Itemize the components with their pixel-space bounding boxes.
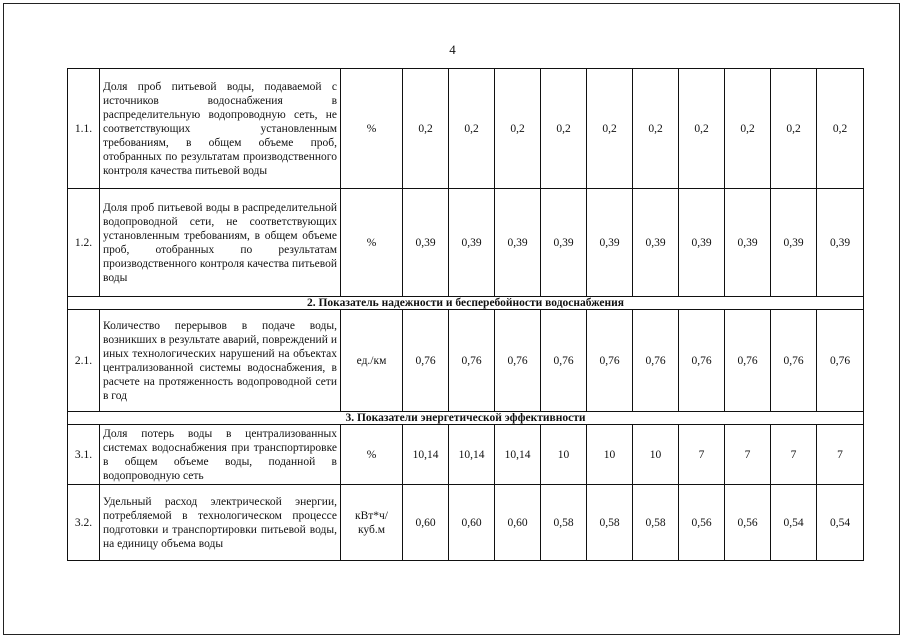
table-body [68, 69, 864, 561]
value-cell: 0,76 [817, 310, 864, 412]
table-row [68, 485, 864, 561]
value-cell: 0,39 [771, 189, 817, 297]
value-cell: 0,54 [771, 485, 817, 561]
indicator-name: Доля проб питьевой воды, подаваемой с источников водоснабжения в распределительную водопроводную сеть, не соответствующих установленным требованиям, в общем объеме проб, отобранных по результатам производственного контроля качества питьевой воды [100, 69, 341, 189]
value-cell: 0,76 [679, 310, 725, 412]
value-cell: 0,54 [817, 485, 864, 561]
value-cell: 0,39 [633, 189, 679, 297]
value-cell: 0,76 [633, 310, 679, 412]
value-cell: 0,58 [633, 485, 679, 561]
value-cell: 0,39 [587, 189, 633, 297]
row-number: 3.1. [68, 425, 100, 485]
value-cell: 10 [633, 425, 679, 485]
value-cell: 0,39 [495, 189, 541, 297]
value-cell: 0,60 [449, 485, 495, 561]
unit-cell: % [341, 189, 403, 297]
value-cell: 10,14 [403, 425, 449, 485]
value-cell: 0,76 [587, 310, 633, 412]
value-cell: 0,76 [771, 310, 817, 412]
value-cell: 7 [771, 425, 817, 485]
value-cell: 0,76 [449, 310, 495, 412]
value-cell: 0,39 [541, 189, 587, 297]
value-cell: 0,2 [817, 69, 864, 189]
value-cell: 0,2 [771, 69, 817, 189]
indicator-name: Доля проб питьевой воды в распределительной водопроводной сети, не соответствующих установленным требованиям, в общем объеме проб, отобранных по результатам производственного контроля качества питьевой воды [100, 189, 341, 297]
value-cell: 0,56 [679, 485, 725, 561]
value-cell: 7 [725, 425, 771, 485]
indicator-name: Удельный расход электрической энергии, потребляемой в технологическом процессе подготовки и транспортировки питьевой воды, на единицу объема воды [100, 485, 341, 561]
value-cell: 0,2 [725, 69, 771, 189]
unit-cell: % [341, 425, 403, 485]
indicator-name: Количество перерывов в подаче воды, возникших в результате аварий, повреждений и иных технологических нарушений на объектах централизованной системы водоснабжения, в расчете на протяженность водопроводной сети в год [100, 310, 341, 412]
row-number: 1.2. [68, 189, 100, 297]
value-cell: 0,58 [587, 485, 633, 561]
value-cell: 0,56 [725, 485, 771, 561]
value-cell: 0,2 [587, 69, 633, 189]
value-cell: 0,2 [495, 69, 541, 189]
value-cell: 0,39 [725, 189, 771, 297]
unit-cell: % [341, 69, 403, 189]
value-cell: 0,39 [679, 189, 725, 297]
value-cell: 10 [541, 425, 587, 485]
unit-cell: кВт*ч/ куб.м [341, 485, 403, 561]
page-number: 4 [449, 42, 456, 57]
value-cell: 0,2 [403, 69, 449, 189]
value-cell: 0,76 [403, 310, 449, 412]
value-cell: 0,2 [541, 69, 587, 189]
table-row [68, 189, 864, 297]
value-cell: 0,60 [403, 485, 449, 561]
table-row [68, 310, 864, 412]
table-row [68, 69, 864, 189]
value-cell: 0,76 [541, 310, 587, 412]
value-cell: 0,2 [679, 69, 725, 189]
value-cell: 10 [587, 425, 633, 485]
row-number: 3.2. [68, 485, 100, 561]
table-row [68, 425, 864, 485]
value-cell: 0,39 [449, 189, 495, 297]
section-header-row [68, 412, 864, 425]
value-cell: 0,58 [541, 485, 587, 561]
indicator-name: Доля потерь воды в централизованных системах водоснабжения при транспортировке в общем объеме воды, поданной в водопроводную сеть [100, 425, 341, 485]
value-cell: 10,14 [495, 425, 541, 485]
value-cell: 0,76 [495, 310, 541, 412]
row-number: 2.1. [68, 310, 100, 412]
indicators-table [67, 68, 864, 561]
value-cell: 0,39 [403, 189, 449, 297]
value-cell: 0,2 [633, 69, 679, 189]
row-number: 1.1. [68, 69, 100, 189]
value-cell: 0,76 [725, 310, 771, 412]
value-cell: 0,39 [817, 189, 864, 297]
unit-cell: ед./км [341, 310, 403, 412]
value-cell: 0,2 [449, 69, 495, 189]
value-cell: 0,60 [495, 485, 541, 561]
value-cell: 7 [679, 425, 725, 485]
section-title: 2. Показатель надежности и бесперебойности водоснабжения [68, 297, 864, 310]
value-cell: 10,14 [449, 425, 495, 485]
section-title: 3. Показатели энергетической эффективности [68, 412, 864, 425]
section-header-row [68, 297, 864, 310]
value-cell: 7 [817, 425, 864, 485]
